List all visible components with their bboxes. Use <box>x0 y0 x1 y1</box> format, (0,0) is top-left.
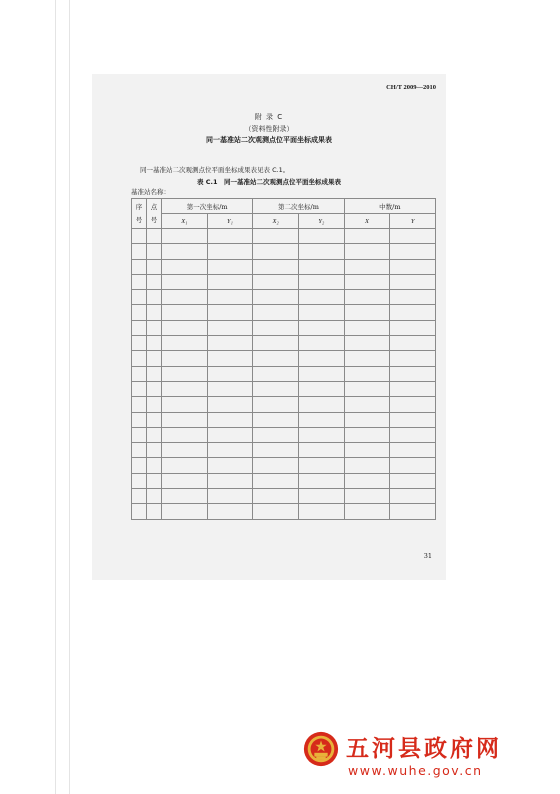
table-cell <box>147 443 162 458</box>
table-cell <box>147 458 162 473</box>
table-cell <box>344 381 390 396</box>
header-y: Y <box>390 214 436 229</box>
table-cell <box>162 305 208 320</box>
scan-edge-line-left <box>55 0 56 794</box>
table-cell <box>298 259 344 274</box>
table-cell <box>253 443 299 458</box>
table-cell <box>162 489 208 504</box>
table-cell <box>253 336 299 351</box>
table-cell <box>344 274 390 289</box>
table-cell <box>253 259 299 274</box>
table-cell <box>390 351 436 366</box>
table-cell <box>147 336 162 351</box>
table-cell <box>162 336 208 351</box>
table-cell <box>253 473 299 488</box>
table-cell <box>147 381 162 396</box>
table-cell <box>132 244 147 259</box>
table-cell <box>298 381 344 396</box>
table-cell <box>147 290 162 305</box>
table-cell <box>253 229 299 244</box>
table-row <box>132 489 436 504</box>
table-cell <box>298 504 344 519</box>
table-cell <box>132 397 147 412</box>
table-cell <box>298 244 344 259</box>
table-cell <box>344 320 390 335</box>
table-row <box>132 427 436 442</box>
table-cell <box>298 351 344 366</box>
table-cell <box>390 229 436 244</box>
table-cell <box>298 443 344 458</box>
table-cell <box>253 397 299 412</box>
table-cell <box>344 489 390 504</box>
table-cell <box>132 458 147 473</box>
table-cell <box>253 320 299 335</box>
table-cell <box>207 443 253 458</box>
table-cell <box>147 504 162 519</box>
table-cell <box>390 381 436 396</box>
table-cell <box>132 351 147 366</box>
table-cell <box>207 412 253 427</box>
table-row <box>132 504 436 519</box>
header-x: X <box>344 214 390 229</box>
station-label: 基准站名称： <box>131 188 170 196</box>
table-row <box>132 351 436 366</box>
watermark-site-name: 五河县政府网 <box>346 736 502 762</box>
table-cell <box>207 504 253 519</box>
table-cell <box>207 381 253 396</box>
table-row <box>132 274 436 289</box>
table-cell <box>162 274 208 289</box>
header-seq-char-1: 序 <box>135 202 143 211</box>
table-row <box>132 381 436 396</box>
table-cell <box>390 305 436 320</box>
table-cell <box>390 244 436 259</box>
table-cell <box>147 351 162 366</box>
table-cell <box>390 443 436 458</box>
table-cell <box>253 458 299 473</box>
table-cell <box>207 351 253 366</box>
table-cell <box>390 336 436 351</box>
header-first-coords: 第一次坐标/m <box>162 199 253 214</box>
table-cell <box>147 473 162 488</box>
header-mean: 中数/m <box>344 199 435 214</box>
table-cell <box>344 443 390 458</box>
table-cell <box>298 320 344 335</box>
table-cell <box>132 336 147 351</box>
table-cell <box>207 259 253 274</box>
national-emblem-icon <box>302 730 340 768</box>
table-cell <box>162 290 208 305</box>
table-cell <box>147 229 162 244</box>
table-cell <box>207 458 253 473</box>
table-cell <box>132 427 147 442</box>
table-cell <box>253 274 299 289</box>
table-row <box>132 397 436 412</box>
coordinate-table <box>131 198 436 520</box>
table-cell <box>253 290 299 305</box>
table-row <box>132 320 436 335</box>
page-number: 31 <box>423 552 432 560</box>
table-cell <box>147 397 162 412</box>
table-cell <box>207 427 253 442</box>
table-row <box>132 443 436 458</box>
table-cell <box>344 290 390 305</box>
table-cell <box>162 397 208 412</box>
table-cell <box>253 244 299 259</box>
table-cell <box>344 412 390 427</box>
table-cell <box>253 305 299 320</box>
table-cell <box>147 320 162 335</box>
header-y2: Y₂ <box>298 214 344 229</box>
intro-text: 同一基准站二次观测点位平面坐标成果表见表 C.1。 <box>140 166 290 174</box>
appendix-type: （资料性附录） <box>244 125 294 133</box>
table-cell <box>162 412 208 427</box>
table-cell <box>344 473 390 488</box>
header-seq <box>132 199 147 229</box>
table-row <box>132 229 436 244</box>
table-cell <box>147 412 162 427</box>
table-cell <box>162 473 208 488</box>
table-row <box>132 473 436 488</box>
header-seq-char-2: 号 <box>135 215 143 224</box>
table-cell <box>207 274 253 289</box>
table-row <box>132 305 436 320</box>
table-cell <box>390 489 436 504</box>
table-cell <box>390 290 436 305</box>
table-cell <box>132 229 147 244</box>
table-cell <box>162 366 208 381</box>
table-cell <box>390 458 436 473</box>
table-row <box>132 259 436 274</box>
table-cell <box>162 229 208 244</box>
table-cell <box>253 489 299 504</box>
table-cell <box>298 229 344 244</box>
table-cell <box>390 397 436 412</box>
header-x1: X₁ <box>162 214 208 229</box>
standard-code: CH/T 2009—2010 <box>386 84 436 91</box>
table-row <box>132 458 436 473</box>
header-second-coords: 第二次坐标/m <box>253 199 344 214</box>
header-x2: X₂ <box>253 214 299 229</box>
table-cell <box>390 274 436 289</box>
table-cell <box>253 381 299 396</box>
header-point <box>147 199 162 229</box>
table-cell <box>132 305 147 320</box>
table-cell <box>298 473 344 488</box>
table-cell <box>162 351 208 366</box>
table-cell <box>298 305 344 320</box>
table-cell <box>298 458 344 473</box>
table-cell <box>344 366 390 381</box>
table-cell <box>298 290 344 305</box>
appendix-heading: 同一基准站二次观测点位平面坐标成果表 <box>206 136 332 144</box>
table-cell <box>390 412 436 427</box>
table-cell <box>147 366 162 381</box>
table-cell <box>132 412 147 427</box>
table-cell <box>132 504 147 519</box>
table-cell <box>344 305 390 320</box>
table-cell <box>344 397 390 412</box>
table-cell <box>390 504 436 519</box>
table-cell <box>132 443 147 458</box>
header-point-char-1: 点 <box>150 202 158 211</box>
table-cell <box>207 320 253 335</box>
table-cell <box>162 244 208 259</box>
table-cell <box>207 229 253 244</box>
table-cell <box>390 320 436 335</box>
table-cell <box>162 504 208 519</box>
header-y1: Y₁ <box>207 214 253 229</box>
table-cell <box>132 473 147 488</box>
table-cell <box>253 427 299 442</box>
table-cell <box>253 366 299 381</box>
table-cell <box>207 290 253 305</box>
table-cell <box>132 274 147 289</box>
table-cell <box>344 244 390 259</box>
scan-edge-line-inner <box>69 0 70 794</box>
table-cell <box>207 473 253 488</box>
table-cell <box>132 259 147 274</box>
table-cell <box>344 504 390 519</box>
table-cell <box>298 274 344 289</box>
table-cell <box>132 290 147 305</box>
table-row <box>132 244 436 259</box>
table-cell <box>298 336 344 351</box>
table-cell <box>344 229 390 244</box>
watermark-site-url: www.wuhe.gov.cn <box>348 763 483 778</box>
table-cell <box>132 320 147 335</box>
table-cell <box>298 397 344 412</box>
table-cell <box>344 336 390 351</box>
table-cell <box>390 427 436 442</box>
table-cell <box>132 366 147 381</box>
table-cell <box>207 489 253 504</box>
table-cell <box>344 458 390 473</box>
table-cell <box>207 305 253 320</box>
table-cell <box>390 366 436 381</box>
table-cell <box>344 351 390 366</box>
table-cell <box>390 259 436 274</box>
table-cell <box>207 244 253 259</box>
table-cell <box>344 427 390 442</box>
table-cell <box>390 473 436 488</box>
table-cell <box>147 244 162 259</box>
table-cell <box>162 427 208 442</box>
table-cell <box>162 259 208 274</box>
appendix-title: 附 录 C <box>254 113 284 121</box>
table-cell <box>162 443 208 458</box>
table-row <box>132 336 436 351</box>
table-cell <box>298 427 344 442</box>
table-cell <box>162 381 208 396</box>
table-cell <box>253 504 299 519</box>
table-cell <box>162 320 208 335</box>
table-cell <box>147 489 162 504</box>
table-body <box>132 229 436 520</box>
document-page <box>92 74 446 580</box>
table-cell <box>253 351 299 366</box>
table-cell <box>207 366 253 381</box>
table-cell <box>298 489 344 504</box>
table-cell <box>147 274 162 289</box>
table-caption: 表 C.1 同一基准站二次观测点位平面坐标成果表 <box>196 178 342 186</box>
table-cell <box>132 489 147 504</box>
table-row <box>132 366 436 381</box>
table-cell <box>207 397 253 412</box>
table-cell <box>344 259 390 274</box>
table-row <box>132 412 436 427</box>
table-cell <box>147 305 162 320</box>
table-row <box>132 290 436 305</box>
table-cell <box>298 412 344 427</box>
table-cell <box>207 336 253 351</box>
table-cell <box>147 427 162 442</box>
table-cell <box>253 412 299 427</box>
table-cell <box>162 458 208 473</box>
table-cell <box>298 366 344 381</box>
table-cell <box>132 381 147 396</box>
table-cell <box>147 259 162 274</box>
header-point-char-2: 号 <box>150 215 158 224</box>
